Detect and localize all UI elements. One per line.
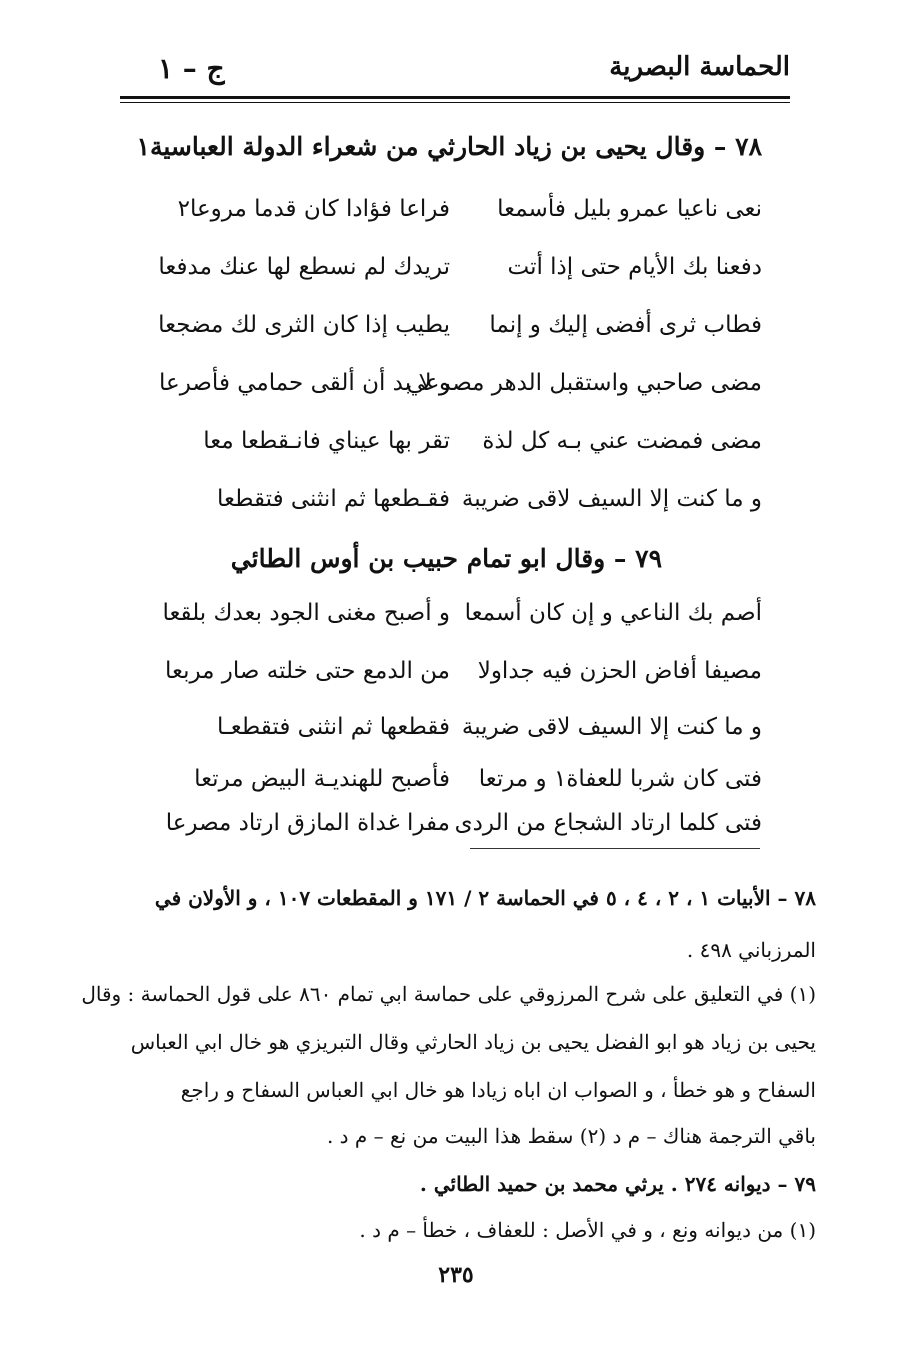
verse-79-2 <box>150 658 762 698</box>
poem-78-heading: ٧٨ – وقال يحيى بن زياد الحارثي من شعراء الدولة العباسية١ <box>136 132 762 161</box>
poem-79-heading: ٧٩ – وقال ابو تمام حبيب بن أوس الطائي <box>230 544 662 573</box>
verse-second-hemistich: يطيب إذا كان الثرى لك مضجعا <box>158 312 450 338</box>
verse-first-hemistich: نعى ناعيا عمرو بليل فأسمعا <box>497 196 762 222</box>
verse-second-hemistich: فقـطعها ثم انثنى فتقطعا <box>217 486 450 512</box>
verse-79-5 <box>150 810 762 850</box>
verse-78-2 <box>150 254 762 294</box>
footnote-78-1-cont: باقي الترجمة هناك – م د (٢) سقط هذا البيت من نع – م د . <box>326 1124 816 1148</box>
running-header <box>120 52 790 92</box>
verse-78-4 <box>150 370 762 410</box>
verse-first-hemistich: و ما كنت إلا السيف لاقى ضريبة <box>461 714 762 740</box>
verse-second-hemistich: فراعا فؤادا كان قدما مروعا٢ <box>177 196 450 222</box>
verse-79-4 <box>150 766 762 806</box>
note-79-sources: ٧٩ – ديوانه ٢٧٤ . يرثي محمد بن حميد الطائي . <box>419 1172 816 1196</box>
verse-second-hemistich: و أصبح مغنى الجود بعدك بلقعا <box>162 600 450 626</box>
volume-label: ج – ١ <box>158 52 225 85</box>
verse-second-hemistich: فقطعها ثم انثنى فتقطعـا <box>217 714 450 740</box>
book-title: الحماسة البصرية <box>609 52 790 82</box>
verse-second-hemistich: فأصبح للهنديـة البيض مرتعا <box>194 766 450 792</box>
footnote-79-1: (١) من ديوانه ونع ، و في الأصل : للعفاف ، خطأ – م د . <box>359 1218 816 1242</box>
verse-78-1 <box>150 196 762 236</box>
footnote-separator <box>470 848 760 849</box>
verse-first-hemistich: مصيفا أفاض الحزن فيه جداولا <box>477 658 762 684</box>
footnote-78-1-cont: يحيى بن زياد هو ابو الفضل يحيى بن زياد الحارثي وقال التبريزي هو خال ابي العباس <box>130 1030 816 1054</box>
footnote-78-1-cont: السفاح و هو خطأ ، و الصواب ان اباه زيادا هو خال ابي العباس السفاح و راجع <box>180 1078 816 1102</box>
header-rule-thick <box>120 96 790 99</box>
verse-79-3 <box>150 714 762 754</box>
verse-78-5 <box>150 428 762 468</box>
page-number: ٢٣٥ <box>438 1262 474 1288</box>
verse-first-hemistich: فتى كلما ارتاد الشجاع من الردى <box>454 810 762 836</box>
verse-78-6 <box>150 486 762 526</box>
verse-first-hemistich: أصم بك الناعي و إن كان أسمعا <box>464 600 762 626</box>
verse-second-hemistich: تريدك لم نسطع لها عنك مدفعا <box>158 254 450 280</box>
header-rule-thin <box>120 102 790 103</box>
verse-first-hemistich: مضى فمضت عني بـه كل لذة <box>482 428 762 454</box>
verse-first-hemistich: فتى كان شربا للعفاة١ و مرتعا <box>478 766 762 792</box>
verse-79-1 <box>150 600 762 640</box>
verse-first-hemistich: فطاب ثرى أفضى إليك و إنما <box>489 312 762 338</box>
verse-second-hemistich: مفرا غداة المازق ارتاد مصرعا <box>165 810 450 836</box>
verse-78-3 <box>150 312 762 352</box>
verse-second-hemistich: من الدمع حتى خلته صار مربعا <box>164 658 450 684</box>
verse-first-hemistich: دفعنا بك الأيام حتى إذا أتت <box>507 254 762 280</box>
note-78-sources: ٧٨ – الأبيات ١ ، ٢ ، ٤ ، ٥ في الحماسة ٢ / ١٧١ و المقطعات ١٠٧ ، و الأولان في <box>154 886 816 910</box>
verse-first-hemistich: مضى صاحبي واستقبل الدهر مصرعي <box>406 370 762 396</box>
note-78-sources-cont: المرزباني ٤٩٨ . <box>686 938 816 962</box>
footnote-78-1: (١) في التعليق على شرح المرزوقي على حماسة ابي تمام ٨٦٠ على قول الحماسة : وقال <box>81 982 816 1006</box>
verse-second-hemistich: و لا بد أن ألقى حمامي فأصرعا <box>158 370 450 396</box>
verse-second-hemistich: تقر بها عيناي فانـقطعا معا <box>203 428 450 454</box>
verse-first-hemistich: و ما كنت إلا السيف لاقى ضريبة <box>461 486 762 512</box>
